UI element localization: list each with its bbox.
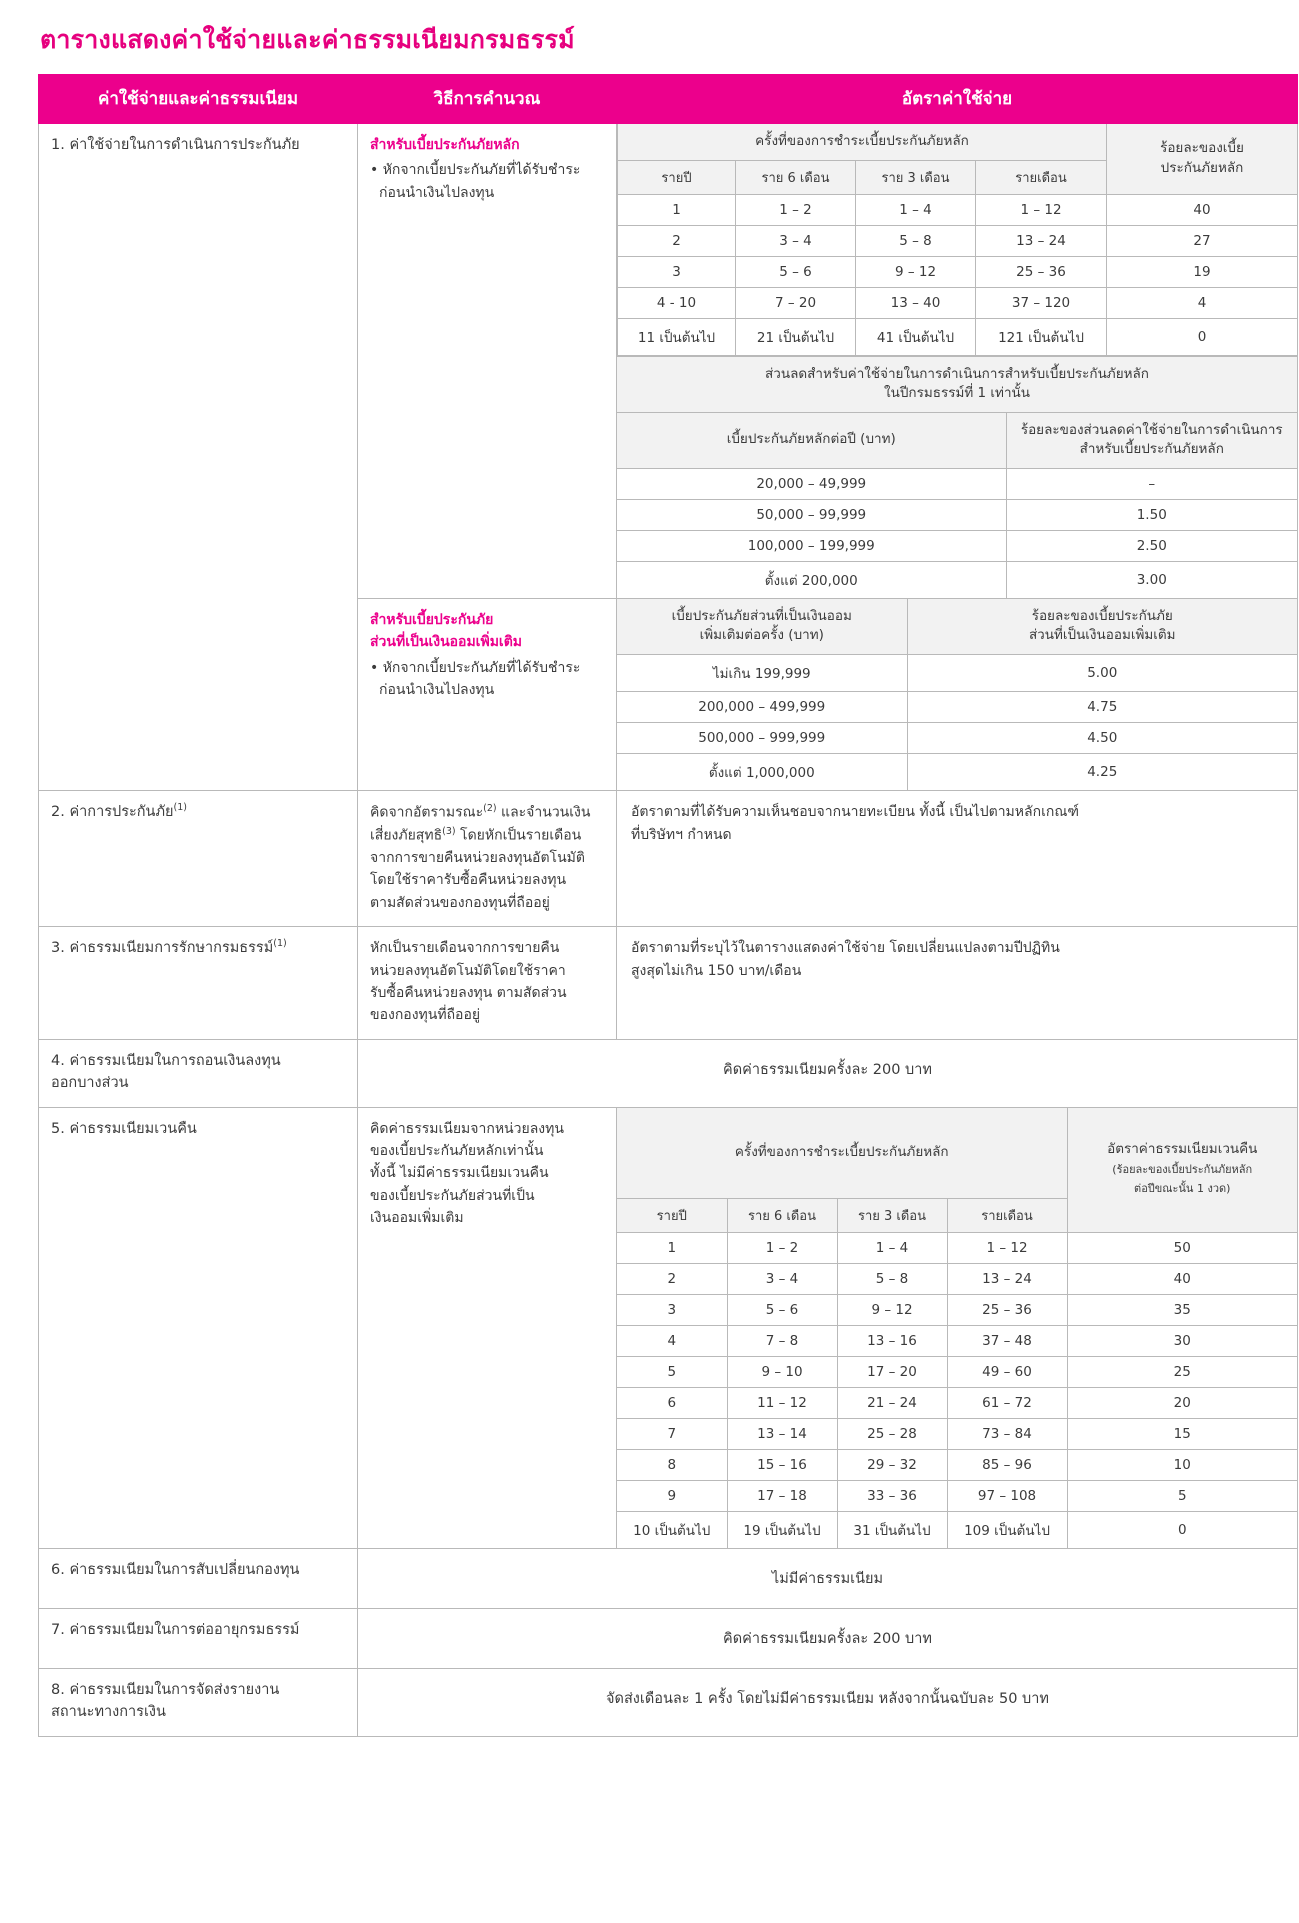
row1-method-sub-cell — [358, 598, 617, 790]
grid1-head-last-l2: ประกันภัยหลัก — [1160, 159, 1244, 176]
grid5-head-last-l3: ต่อปีขณะนั้น 1 งวด) — [1134, 1182, 1231, 1196]
cell: 5 – 6 — [736, 256, 856, 287]
cell: 30 — [1067, 1325, 1297, 1356]
row2-rate-l2: ที่บริษัทฯ กำหนด — [631, 827, 732, 844]
cell: 5.00 — [907, 654, 1297, 691]
grid1-sub-semiannual: ราย 6 เดือน — [736, 160, 856, 194]
cell: 40 — [1107, 194, 1298, 225]
row2-method — [358, 791, 616, 926]
grid3-col-b — [907, 599, 1297, 655]
cell: 100,000 – 199,999 — [617, 530, 1006, 561]
row5-name-cell — [39, 1107, 358, 1548]
cell: 11 – 12 — [727, 1387, 837, 1418]
cell: 3 — [618, 256, 736, 287]
cell: 1 – 12 — [976, 194, 1107, 225]
row3-rate-l1: อัตราตามที่ระบุไว้ในตารางแสดงค่าใช้จ่าย โดยเปลี่ยนแปลงตามปีปฏิทิน — [631, 940, 1060, 957]
cell: 7 – 20 — [736, 287, 856, 318]
cell: 109 เป็นต้นไป — [947, 1511, 1067, 1548]
cell: 20,000 – 49,999 — [617, 468, 1006, 499]
grid1-data-row — [618, 194, 1298, 225]
cell: 3 – 4 — [736, 225, 856, 256]
grid1-sub-yearly: รายปี — [618, 160, 736, 194]
row3-method-l4: ของกองทุนที่ถืออยู่ — [370, 1007, 481, 1024]
grid5-head-span: ครั้งที่ของการชำระเบี้ยประกันภัยหลัก — [617, 1108, 1067, 1199]
row2-method-l1b: และจำนวนเงิน — [496, 804, 591, 821]
cell: – — [1006, 468, 1297, 499]
row6-rate: ไม่มีค่าธรรมเนียม — [771, 1570, 884, 1587]
cell: 500,000 – 999,999 — [617, 722, 907, 753]
table-row — [39, 124, 1298, 599]
grid5-sub-monthly: รายเดือน — [947, 1198, 1067, 1232]
cell: 2 — [617, 1263, 727, 1294]
row5-method-l2: ของเบี้ยประกันภัยหลักเท่านั้น — [370, 1143, 544, 1160]
cell: 31 เป็นต้นไป — [837, 1511, 947, 1548]
row1-method-sub-title-l1: สำหรับเบี้ยประกันภัย — [370, 611, 494, 628]
grid3-header-row — [617, 599, 1297, 655]
row3-rate-cell — [617, 927, 1298, 1040]
grid2-header-row — [617, 412, 1297, 468]
row8-rate-cell — [358, 1668, 1298, 1736]
row3-name — [39, 927, 357, 971]
cell: 10 เป็นต้นไป — [617, 1511, 727, 1548]
grid2-data-row — [617, 499, 1297, 530]
grid3-col-a-l2: เพิ่มเติมต่อครั้ง (บาท) — [699, 627, 824, 644]
table-row — [39, 1668, 1298, 1736]
row2-name — [39, 791, 357, 835]
grid3-data-row — [617, 753, 1297, 790]
grid1-sub-monthly: รายเดือน — [976, 160, 1107, 194]
row1-method-main — [358, 124, 616, 216]
cell: 85 – 96 — [947, 1449, 1067, 1480]
cell: 33 – 36 — [837, 1480, 947, 1511]
grid2-title-l2: ในปีกรมธรรม์ที่ 1 เท่านั้น — [884, 385, 1030, 402]
cell: 121 เป็นต้นไป — [976, 318, 1107, 355]
row2-method-sup1: (2) — [483, 802, 497, 814]
row2-method-l2: เสี่ยงภัยสุทธิ — [370, 827, 443, 844]
grid1-data-row — [618, 287, 1298, 318]
cell: 3.00 — [1006, 561, 1297, 598]
table-row — [39, 1548, 1298, 1608]
cell: ตั้งแต่ 1,000,000 — [617, 753, 907, 790]
cell: 6 — [617, 1387, 727, 1418]
cell: 5 – 6 — [727, 1294, 837, 1325]
grid2-title — [617, 356, 1297, 412]
row5-rate-cell — [617, 1107, 1298, 1548]
grid5-data-row — [617, 1480, 1297, 1511]
grid3-data-row — [617, 654, 1297, 691]
cell: 1 – 2 — [727, 1232, 837, 1263]
row2-method-l4: โดยใช้ราคารับซื้อคืนหน่วยลงทุน — [370, 872, 567, 889]
cell: 7 – 8 — [727, 1325, 837, 1356]
cell: 2 — [618, 225, 736, 256]
cell: 19 เป็นต้นไป — [727, 1511, 837, 1548]
grid2-data-row — [617, 561, 1297, 598]
cell: ไม่เกิน 199,999 — [617, 654, 907, 691]
cell: 11 เป็นต้นไป — [618, 318, 736, 355]
table-header-row — [39, 75, 1298, 124]
grid5-data-row — [617, 1418, 1297, 1449]
grid2-col-b-l1: ร้อยละของส่วนลดค่าใช้จ่ายในการดำเนินการ — [1020, 421, 1283, 438]
grid3-col-a — [617, 599, 907, 655]
cell: ตั้งแต่ 200,000 — [617, 561, 1006, 598]
cell: 37 – 120 — [976, 287, 1107, 318]
grid5-header-row — [617, 1108, 1297, 1199]
grid3-data-row — [617, 722, 1297, 753]
cell: 27 — [1107, 225, 1298, 256]
cell: 1.50 — [1006, 499, 1297, 530]
row1-rate-main-cell — [617, 124, 1298, 599]
grid2-title-l1: ส่วนลดสำหรับค่าใช้จ่ายในการดำเนินการสำหรับเบี้ยประกันภัยหลัก — [765, 365, 1149, 382]
grid5-data-row — [617, 1263, 1297, 1294]
cell: 19 — [1107, 256, 1298, 287]
row5-method-l3: ทั้งนี้ ไม่มีค่าธรรมเนียมเวนคืน — [370, 1165, 549, 1182]
cell: 1 – 12 — [947, 1232, 1067, 1263]
grid1-head-span: ครั้งที่ของการชำระเบี้ยประกันภัยหลัก — [618, 124, 1107, 160]
grid5-head-last-l2: (ร้อยละของเบี้ยประกันภัยหลัก — [1112, 1162, 1253, 1176]
cell: 9 – 12 — [837, 1294, 947, 1325]
cell: 1 – 4 — [856, 194, 976, 225]
row6-name-cell — [39, 1548, 358, 1608]
row4-rate: คิดค่าธรรมเนียมครั้งละ 200 บาท — [723, 1061, 932, 1078]
cell: 1 – 4 — [837, 1232, 947, 1263]
row6-name: 6. ค่าธรรมเนียมในการสับเปลี่ยนกองทุน — [51, 1561, 300, 1578]
grid2-data-row — [617, 468, 1297, 499]
grid2-col-a: เบี้ยประกันภัยหลักต่อปี (บาท) — [617, 412, 1006, 468]
row2-rate — [617, 791, 1297, 859]
row4-name-l2: ออกบางส่วน — [51, 1075, 129, 1092]
row1-method-main-bullet1: • หักจากเบี้ยประกันภัยที่ได้รับชำระ — [370, 162, 581, 179]
row2-method-l1: คิดจากอัตรามรณะ — [370, 804, 484, 821]
header-col-fees: ค่าใช้จ่ายและค่าธรรมเนียม — [39, 75, 358, 124]
cell: 5 – 8 — [837, 1263, 947, 1294]
cell: 4.25 — [907, 753, 1297, 790]
cell: 15 – 16 — [727, 1449, 837, 1480]
grid2-data-row — [617, 530, 1297, 561]
row3-method — [358, 927, 616, 1039]
grid5-data-row — [617, 1325, 1297, 1356]
row1-method-sub-title-l2: ส่วนที่เป็นเงินออมเพิ่มเติม — [370, 634, 523, 651]
page-title: ตารางแสดงค่าใช้จ่ายและค่าธรรมเนียมกรมธรรม์ — [40, 25, 575, 54]
cell: 1 — [618, 194, 736, 225]
cell: 4 - 10 — [618, 287, 736, 318]
cell: 41 เป็นต้นไป — [856, 318, 976, 355]
row7-rate-cell — [358, 1608, 1298, 1668]
row3-rate-l2: สูงสุดไม่เกิน 150 บาท/เดือน — [631, 963, 802, 980]
row5-method — [358, 1108, 616, 1242]
cell: 15 — [1067, 1418, 1297, 1449]
cell: 17 – 20 — [837, 1356, 947, 1387]
row1-method-sub — [358, 599, 616, 714]
grid3-col-b-l2: ส่วนที่เป็นเงินออมเพิ่มเติม — [1028, 627, 1176, 644]
cell: 13 – 24 — [976, 225, 1107, 256]
cell: 0 — [1107, 318, 1298, 355]
grid5-data-row — [617, 1511, 1297, 1548]
cell: 50,000 – 99,999 — [617, 499, 1006, 530]
grid1-sub-quarterly: ราย 3 เดือน — [856, 160, 976, 194]
row3-name-sup: (1) — [273, 938, 287, 950]
row6-rate-cell — [358, 1548, 1298, 1608]
cell: 29 – 32 — [837, 1449, 947, 1480]
cell: 2.50 — [1006, 530, 1297, 561]
row2-method-l2b: โดยหักเป็นรายเดือน — [455, 827, 582, 844]
row5-method-cell — [358, 1107, 617, 1548]
row5-name: 5. ค่าธรรมเนียมเวนคืน — [51, 1120, 197, 1137]
row1-method-sub-bullet2: ก่อนนำเงินไปลงทุน — [379, 681, 495, 698]
grid3-col-a-l1: เบี้ยประกันภัยส่วนที่เป็นเงินออม — [671, 607, 852, 624]
row5-grid-surrender — [617, 1108, 1297, 1548]
grid5-head-last-l1: อัตราค่าธรรมเนียมเวนคืน — [1107, 1141, 1258, 1158]
grid1-head-last — [1107, 124, 1298, 194]
grid5-data-row — [617, 1449, 1297, 1480]
row2-method-cell — [358, 790, 617, 926]
cell: 9 – 12 — [856, 256, 976, 287]
row1-grid-topup — [617, 599, 1297, 790]
grid5-data-row — [617, 1356, 1297, 1387]
cell: 13 – 40 — [856, 287, 976, 318]
row8-rate: จัดส่งเดือนละ 1 ครั้ง โดยไม่มีค่าธรรมเนียม หลังจากนั้นฉบับละ 50 บาท — [606, 1690, 1049, 1707]
row4-name-cell — [39, 1039, 358, 1107]
grid5-data-row — [617, 1232, 1297, 1263]
cell: 3 – 4 — [727, 1263, 837, 1294]
grid1-data-row — [618, 225, 1298, 256]
row1-method-sub-bullet1: • หักจากเบี้ยประกันภัยที่ได้รับชำระ — [370, 659, 581, 676]
cell: 13 – 24 — [947, 1263, 1067, 1294]
row4-rate-cell — [358, 1039, 1298, 1107]
row5-method-l5: เงินออมเพิ่มเติม — [370, 1210, 464, 1227]
cell: 35 — [1067, 1294, 1297, 1325]
row3-rate — [617, 927, 1297, 995]
cell: 5 – 8 — [856, 225, 976, 256]
grid5-sub-semiannual: ราย 6 เดือน — [727, 1198, 837, 1232]
grid2-col-b — [1006, 412, 1297, 468]
row7-name-cell — [39, 1608, 358, 1668]
cell: 97 – 108 — [947, 1480, 1067, 1511]
cell: 5 — [617, 1356, 727, 1387]
row8-name-l2: สถานะทางการเงิน — [51, 1704, 166, 1721]
cell: 61 – 72 — [947, 1387, 1067, 1418]
row3-method-l2: หน่วยลงทุนอัตโนมัติโดยใช้ราคา — [370, 962, 566, 979]
row3-method-l3: รับซื้อคืนหน่วยลงทุน ตามสัดส่วน — [370, 984, 567, 1001]
row2-rate-l1: อัตราตามที่ได้รับความเห็นชอบจากนายทะเบียน ทั้งนี้ เป็นไปตามหลักเกณฑ์ — [631, 803, 1079, 820]
cell: 8 — [617, 1449, 727, 1480]
row2-rate-cell — [617, 790, 1298, 926]
cell: 13 – 16 — [837, 1325, 947, 1356]
grid1-header-row — [618, 124, 1298, 160]
table-row — [39, 1608, 1298, 1668]
cell: 25 – 36 — [976, 256, 1107, 287]
cell: 73 – 84 — [947, 1418, 1067, 1449]
cell: 25 – 28 — [837, 1418, 947, 1449]
cell: 37 – 48 — [947, 1325, 1067, 1356]
grid5-head-last — [1067, 1108, 1297, 1233]
grid2-col-b-l2: สำหรับเบี้ยประกันภัยหลัก — [1079, 441, 1224, 458]
row1-method-main-bullet2: ก่อนนำเงินไปลงทุน — [379, 184, 495, 201]
cell: 17 – 18 — [727, 1480, 837, 1511]
row1-name-cell — [39, 124, 358, 791]
row8-name — [39, 1669, 357, 1736]
cell: 25 — [1067, 1356, 1297, 1387]
grid1-head-last-l1: ร้อยละของเบี้ย — [1160, 140, 1244, 157]
row2-name-text: 2. ค่าการประกันภัย — [51, 803, 174, 820]
cell: 7 — [617, 1418, 727, 1449]
grid2-title-row — [617, 356, 1297, 412]
row5-method-l1: คิดค่าธรรมเนียมจากหน่วยลงทุน — [370, 1120, 564, 1137]
row4-name-l1: 4. ค่าธรรมเนียมในการถอนเงินลงทุน — [51, 1052, 281, 1069]
grid1-data-row — [618, 256, 1298, 287]
cell: 0 — [1067, 1511, 1297, 1548]
cell: 25 – 36 — [947, 1294, 1067, 1325]
cell: 1 — [617, 1232, 727, 1263]
row2-method-l3: จากการขายคืนหน่วยลงทุนอัตโนมัติ — [370, 850, 585, 867]
row8-name-cell — [39, 1668, 358, 1736]
cell: 40 — [1067, 1263, 1297, 1294]
grid3-col-b-l1: ร้อยละของเบี้ยประกันภัย — [1031, 607, 1173, 624]
table-row — [39, 1107, 1298, 1548]
cell: 4.75 — [907, 691, 1297, 722]
grid5-sub-quarterly: ราย 3 เดือน — [837, 1198, 947, 1232]
cell: 3 — [617, 1294, 727, 1325]
row1-grid-installments — [617, 124, 1297, 356]
cell: 10 — [1067, 1449, 1297, 1480]
row7-rate: คิดค่าธรรมเนียมครั้งละ 200 บาท — [723, 1630, 932, 1647]
row1-method-main-title: สำหรับเบี้ยประกันภัยหลัก — [370, 137, 520, 153]
row2-name-sup: (1) — [173, 802, 187, 814]
header-col-rate: อัตราค่าใช้จ่าย — [617, 75, 1298, 124]
row1-grid-discount — [617, 356, 1297, 598]
cell: 200,000 – 499,999 — [617, 691, 907, 722]
header-col-method: วิธีการคำนวณ — [358, 75, 617, 124]
row1-rate-sub-cell — [617, 598, 1298, 790]
row1-method-main-cell — [358, 124, 617, 599]
cell: 21 – 24 — [837, 1387, 947, 1418]
row3-method-cell — [358, 927, 617, 1040]
cell: 50 — [1067, 1232, 1297, 1263]
cell: 1 – 2 — [736, 194, 856, 225]
row2-method-l5: ตามสัดส่วนของกองทุนที่ถืออยู่ — [370, 894, 550, 911]
cell: 9 — [617, 1480, 727, 1511]
grid3-data-row — [617, 691, 1297, 722]
grid5-data-row — [617, 1387, 1297, 1418]
cell: 4.50 — [907, 722, 1297, 753]
cell: 20 — [1067, 1387, 1297, 1418]
row2-method-sup2: (3) — [442, 825, 456, 837]
row3-name-text: 3. ค่าธรรมเนียมการรักษากรมธรรม์ — [51, 940, 274, 957]
cell: 4 — [1107, 287, 1298, 318]
row5-method-l4: ของเบี้ยประกันภัยส่วนที่เป็น — [370, 1187, 535, 1204]
cell: 49 – 60 — [947, 1356, 1067, 1387]
row7-name: 7. ค่าธรรมเนียมในการต่ออายุกรมธรรม์ — [51, 1621, 300, 1638]
cell: 21 เป็นต้นไป — [736, 318, 856, 355]
table-row — [39, 1039, 1298, 1107]
table-row — [39, 927, 1298, 1040]
row3-method-l1: หักเป็นรายเดือนจากการขายคืน — [370, 940, 560, 957]
row3-name-cell — [39, 927, 358, 1040]
table-row — [39, 790, 1298, 926]
grid1-data-row — [618, 318, 1298, 355]
row2-name-cell — [39, 790, 358, 926]
row8-name-l1: 8. ค่าธรรมเนียมในการจัดส่งรายงาน — [51, 1681, 280, 1698]
grid5-sub-yearly: รายปี — [617, 1198, 727, 1232]
row1-name: 1. ค่าใช้จ่ายในการดำเนินการประกันภัย — [51, 137, 300, 153]
cell: 9 – 10 — [727, 1356, 837, 1387]
fees-table — [38, 74, 1298, 1737]
cell: 4 — [617, 1325, 727, 1356]
cell: 5 — [1067, 1480, 1297, 1511]
grid5-data-row — [617, 1294, 1297, 1325]
cell: 13 – 14 — [727, 1418, 837, 1449]
row4-name — [39, 1040, 357, 1107]
